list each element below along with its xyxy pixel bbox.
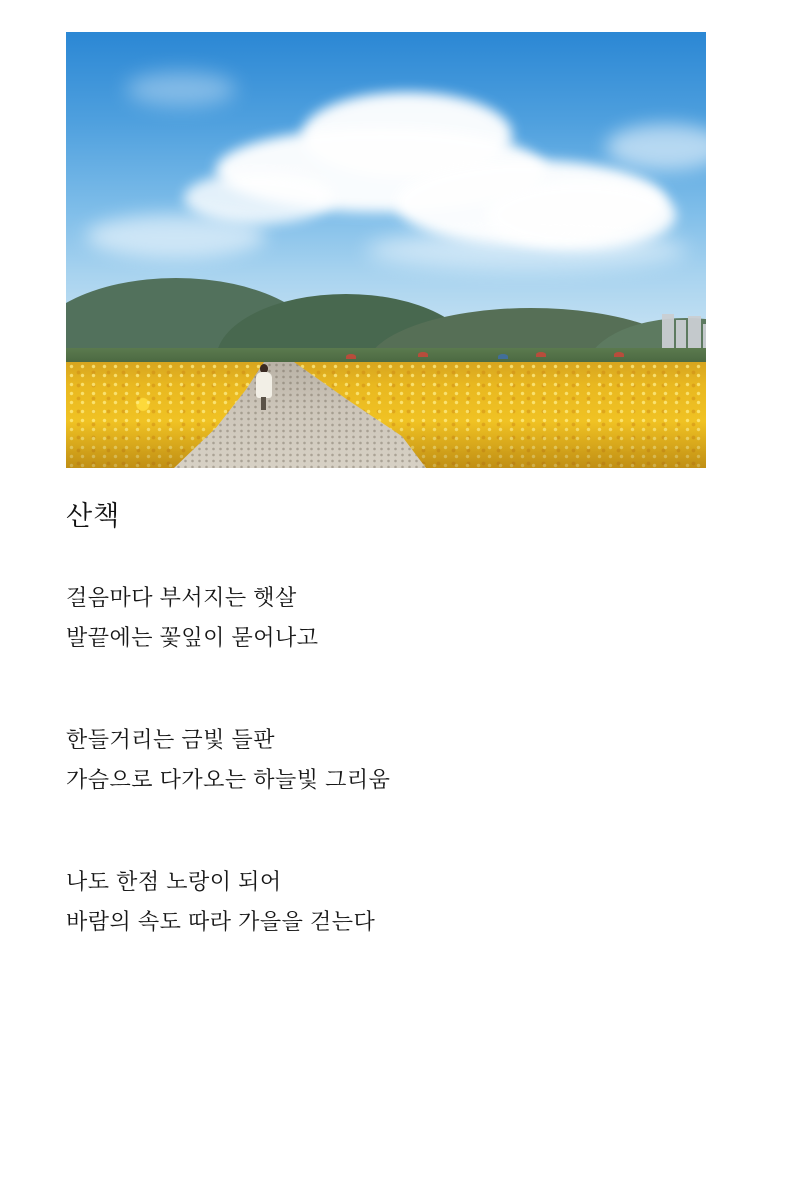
cloud	[86, 214, 266, 258]
person-legs	[261, 397, 266, 410]
gravel-path	[126, 362, 426, 468]
poem-line: 발끝에는 꽃잎이 묻어나고	[66, 625, 319, 651]
poem-line: 바람의 속도 따라 가을을 걷는다	[66, 909, 376, 935]
gravel-texture	[126, 362, 426, 468]
person-body	[256, 372, 272, 398]
cloud	[366, 230, 686, 270]
poem-line: 걸음마다 부서지는 햇살	[66, 585, 297, 611]
roadside-tent	[614, 352, 624, 357]
photo-canvas	[66, 32, 706, 468]
poem-line: 한들거리는 금빛 들판	[66, 727, 275, 753]
cloud	[126, 72, 236, 106]
poem-line: 나도 한점 노랑이 되어	[66, 869, 282, 895]
poem-title: 산책	[66, 501, 121, 531]
roadside-tent	[346, 354, 356, 359]
photograph	[66, 32, 706, 468]
poem	[66, 500, 726, 942]
roadside-tent	[536, 352, 546, 357]
roadside-tent	[418, 352, 428, 357]
poem-stanza	[66, 862, 726, 942]
walking-person	[253, 364, 275, 412]
poem-line: 가슴으로 다가오는 하늘빛 그리움	[66, 767, 391, 793]
roadside-tent	[498, 354, 508, 359]
poem-stanza	[66, 720, 726, 800]
poem-stanza	[66, 578, 726, 658]
